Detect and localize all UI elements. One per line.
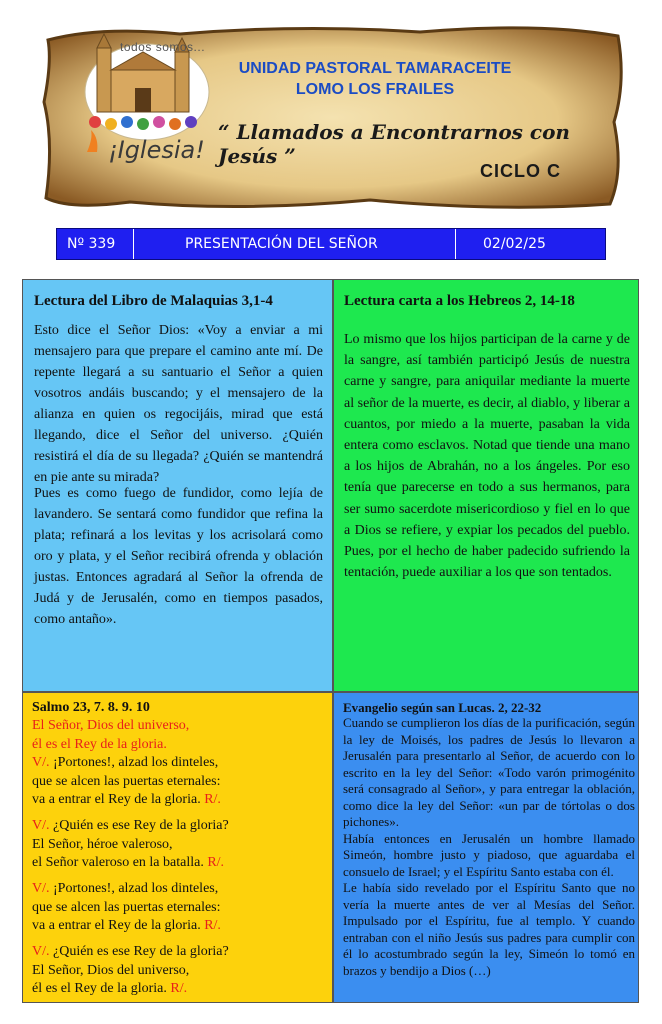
org-name bbox=[210, 58, 540, 100]
org-line-2: LOMO LOS FRAILES bbox=[295, 81, 455, 98]
psalm-stanza-2 bbox=[32, 817, 326, 873]
psalm-verse-line: V/. ¡Portones!, alzad los dinteles, bbox=[32, 755, 219, 770]
divider bbox=[455, 229, 456, 259]
psalm-verse-line: que se alcen las puertas eternales: bbox=[32, 899, 221, 915]
psalm-panel bbox=[22, 692, 333, 1003]
psalm-response-line: él es el Rey de la gloria. bbox=[32, 736, 167, 752]
gospel-text bbox=[343, 715, 635, 979]
psalm-verse-line: El Señor, héroe valeroso, bbox=[32, 836, 173, 852]
response-marker: R/. bbox=[204, 918, 221, 933]
response-marker: R/. bbox=[170, 981, 188, 996]
psalm-stanza-3 bbox=[32, 880, 326, 936]
gospel-panel bbox=[333, 692, 639, 1003]
gospel-paragraph-2: Había entonces en Jerusalén un hombre llamado Simeón, hombre justo y piadoso, que aguardaba el consuelo de Israel; y el Espíritu Santo estaba con él. bbox=[343, 830, 635, 879]
issue-number: Nº 339 bbox=[67, 236, 116, 252]
psalm-verse-line: V/. ¿Quién es ese Rey de la gloria? bbox=[32, 944, 229, 959]
response-marker: R/. bbox=[207, 855, 225, 870]
psalm-verse-line: El Señor, Dios del universo, bbox=[32, 962, 190, 978]
psalm-verse-line: V/. ¿Quién es ese Rey de la gloria? bbox=[32, 818, 229, 833]
logo-tagline: todos somos... bbox=[120, 40, 206, 54]
response-marker: R/. bbox=[204, 792, 221, 807]
second-reading-paragraph: Lo mismo que los hijos participan de la carne y de la sangre, así también participó Jesús de nuestra carne y sangre, para aniquilar mediante la muerte al señor de la muerte, es decir, al diablo, y liberar a cuantos, por miedo a la muerte, pasaban la vida entera como esclavos. Notad que tiende una mano a los hijos de Abrahán, no a los ángeles. Por eso tenía que parecerse en todo a sus hermanos, para ser sumo sacerdote misericordioso y fiel en lo que a Dios se refiere, y expiar los pecados del pueblo. Pues, por el hecho de haber padecido sufriendo la tentación, puede auxiliar a los que son tentados. bbox=[344, 332, 630, 581]
org-line-1: UNIDAD PASTORAL TAMARACEITE bbox=[238, 60, 512, 77]
psalm-verse-line: va a entrar el Rey de la gloria. R/. bbox=[32, 792, 221, 807]
second-reading-panel bbox=[333, 279, 639, 692]
second-reading-title: Lectura carta a los Hebreos 2, 14-18 bbox=[344, 293, 575, 309]
cycle-label: CICLO C bbox=[480, 161, 561, 181]
gospel-title: Evangelio según san Lucas. 2, 22-32 bbox=[343, 700, 542, 715]
psalm-verse-line: que se alcen las puertas eternales: bbox=[32, 773, 221, 789]
issue-date: 02/02/25 bbox=[483, 236, 546, 252]
first-reading-title: Lectura del Libro de Malaquias 3,1-4 bbox=[34, 293, 273, 309]
first-reading-panel bbox=[22, 279, 333, 692]
first-reading-paragraph-2: Pues es como fuego de fundidor, como lejía de lavandero. Se sentará como fundidor que refina la plata; refinará a los levitas y los acrisolará como oro y plata, y el Señor recibirá ofrenda y oblación justas. Entonces agradará al Señor la ofrenda de Judá y de Jerusalén, como en tiempos pasados, como antaño». bbox=[34, 486, 323, 627]
verse-marker: V/. bbox=[32, 944, 50, 959]
first-reading-paragraph-1: Esto dice el Señor Dios: «Voy a enviar a mi mensajero para que prepare el camino ante mí. De repente llegará a su santuario el Señor a quien vosotros andáis buscando; y el mensajero de la alianza en quien os regocijáis, mirad que está llegando, dice el Señor del universo. ¿Quién resistirá el día de su llegada? ¿Quién se mantendrá en pie ante su mirada? bbox=[34, 323, 323, 485]
psalm-response-line: El Señor, Dios del universo, bbox=[32, 718, 190, 733]
psalm-verse-line: él es el Rey de la gloria. R/. bbox=[32, 981, 188, 996]
verse-marker: V/. bbox=[32, 881, 50, 896]
divider bbox=[133, 229, 134, 259]
logo-word: ¡Iglesia! bbox=[108, 136, 205, 164]
psalm-title: Salmo 23, 7. 8. 9. 10 bbox=[32, 700, 150, 715]
psalm-stanza-4 bbox=[32, 943, 326, 999]
issue-title: PRESENTACIÓN DEL SEÑOR bbox=[185, 236, 378, 252]
psalm-verse-line: V/. ¡Portones!, alzad los dinteles, bbox=[32, 881, 219, 896]
psalm-verse-line: va a entrar el Rey de la gloria. R/. bbox=[32, 918, 221, 933]
issue-info-bar bbox=[56, 228, 606, 260]
psalm-verse-line: el Señor valeroso en la batalla. R/. bbox=[32, 855, 225, 870]
motto: “ Llamados a Encontrarnos con Jesús ” bbox=[218, 120, 570, 168]
psalm-response bbox=[32, 717, 326, 810]
gospel-paragraph-1: Cuando se cumplieron los días de la purificación, según la ley de Moisés, los padres de Jesús lo llevaron a Jerusalén para presentarlo al Señor, de acuerdo con lo escrito en la ley del Señor: «Todo varón primogénito será consagrado al Señor», y para entregar la oblación, como dice la ley del Señor: «un par de tórtolas o dos pichones». bbox=[343, 715, 635, 829]
verse-marker: V/. bbox=[32, 755, 50, 770]
verse-marker: V/. bbox=[32, 818, 50, 833]
gospel-paragraph-3: Le había sido revelado por el Espíritu Santo que no vería la muerte antes de ver al Mesías del Señor. Impulsado por el Espíritu, fue al templo. Y cuando entraban con el niño Jesús sus padres para cumplir con él lo acostumbrado según la ley, Simeón lo tomó en brazos y bendijo a Dios (…) bbox=[343, 880, 635, 978]
